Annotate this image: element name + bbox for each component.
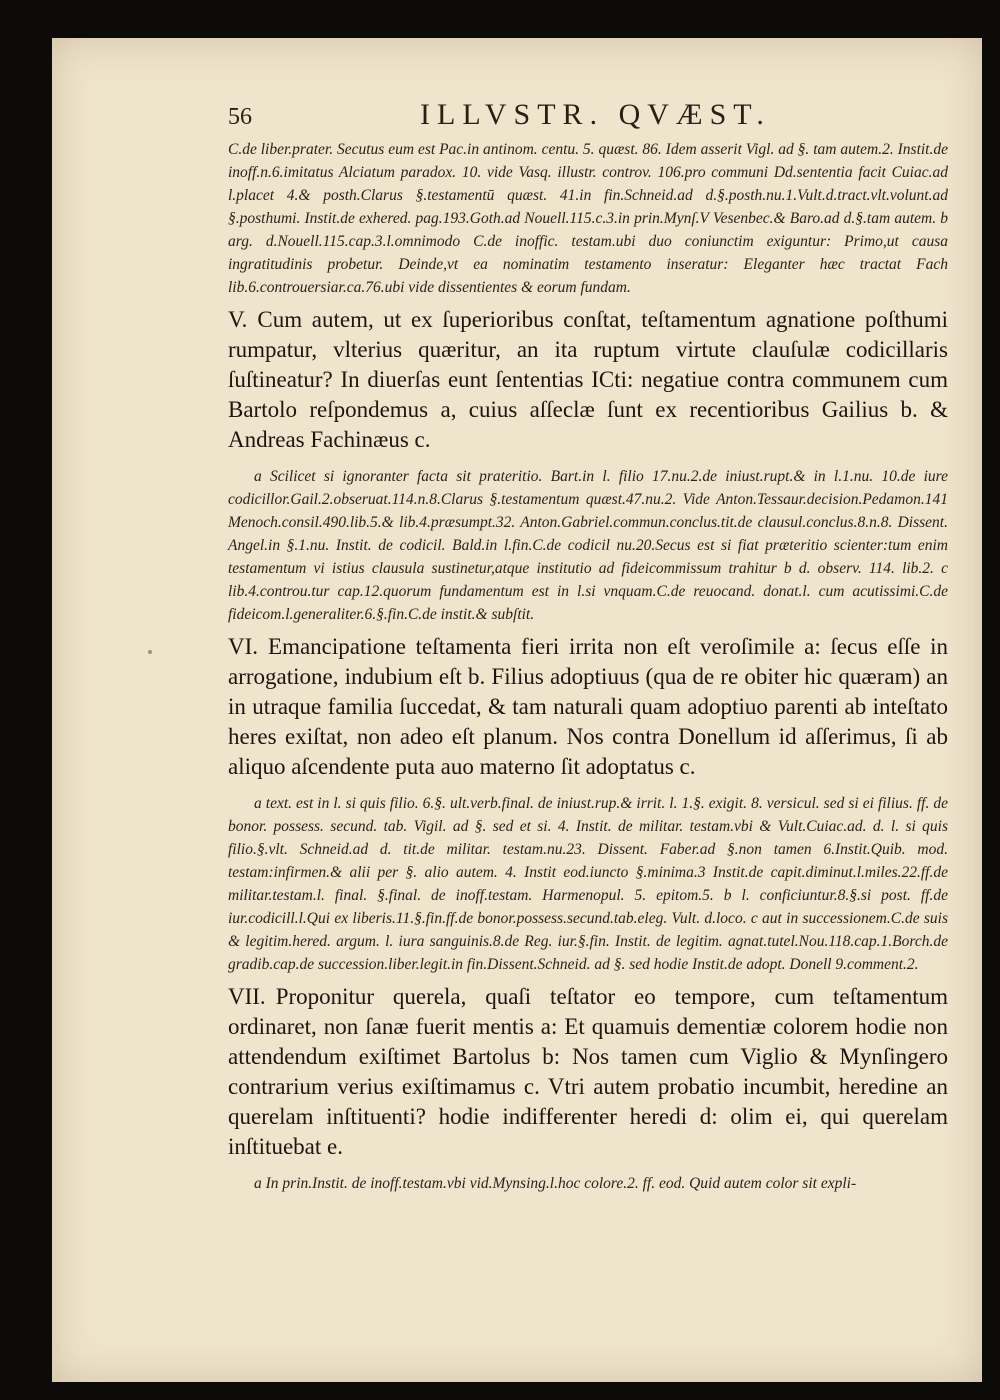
section-number: VI. [228,634,259,659]
section-text: Cum autem, ut ex ſuperioribus conſtat, teſtamentum agnatione poſthumi rumpatur, vlterius quæritur, an ita ruptum virtute clauſulæ codicillaris ſuſtineatur? In diuerſas eunt ſententias ICti: negatiue contra communem cum Bartolo reſpondemus a, cuius aſſeclæ ſunt ex recentioribus Gailius b. & Andreas Fachinæus c. [228,307,948,452]
section-text: Emancipatione teſtamenta fieri irrita non eſt veroſimile a: ſecus eſſe in arrogatione, indubium eſt b. Filius adoptiuus (qua de re obiter hic quæram) an in utraque familia ſuccedat, & tam naturali quam adoptiuo parenti ab inteſtato heres exiſtat, non adeo eſt planum. Nos contra Donellum id aſſerimus, ſi ab aliquo aſcendente puta auo materno ſit adoptatus c. [228,634,948,779]
section-vi-notes: a text. est in l. si quis filio. 6.§. ult.verb.final. de iniust.rup.& irrit. l. 1.§. exigit. 8. versicul. sed si ei filius. ff. de bonor. possess. secund. tab. Vigil. ad §. sed et si. 4. Instit. de militar. testam.vbi & Vult.Cuiac.ad. d. l. si quis filio.§.vlt. Schneid.ad d. tit.de militar. testam.nu.23. Dissent. Faber.ad §.non tamen 6.Instit.Quib. mod. testam:infirmen.& alii per §. alio autem. 4. Instit eod.iuncto §.minima.3 Instit.de capit.diminut.l.miles.22.ff.de militar.testam.l. final. §.final. de inoff.testam. Harmenopul. 5. epitom.5. b l. conficiuntur.8.§.si post. ff.de iur.codicill.l.Qui ex liberis.11.§.fin.ff.de bonor.possess.secund.tab.eleg. Vult. d.loco. c aut in successionem.C.de suis & legitim.hered. argum. l. iura sanguinis.8.de Reg. iur.§.fin. Instit. de legitim. agnat.tutel.Nou.118.cap.1.Borch.de gradib.cap.de succession.liber.legit.in fin.Dissent.Schneid. ad §. sed hodie Instit.de adopt. Donell 9.comment.2. [228,795,948,973]
section-vii-notes: a In prin.Instit. de inoff.testam.vbi vid.Mynsing.l.hoc colore.2. ff. eod. Quid autem color sit expli- [254,1175,857,1192]
page-header [228,96,928,136]
section-number: VII. [228,984,266,1009]
section-text: Proponitur querela, quaſi teſtator eo tempore, cum teſtamentum ordinaret, non ſanæ fuerit mentis a: Et quamuis dementiæ colorem hodie non attendendum exiſtimet Bartolus b: Nos tamen cum Viglio & Mynſingero contrarium verius exiſtimamus c. Vtri autem probatio incumbit, heredine an querelam inſtituenti? hodie indifferenter heredi d: olim ei, qui querelam inſtituebat e. [228,984,948,1159]
section-vi [228,632,948,782]
ink-speck [148,650,152,654]
running-title: ILLVSTR. QVÆST. [420,98,771,131]
section-v [228,305,948,455]
section-number: V. [228,307,248,332]
section-vii [228,982,948,1162]
section-v-notes: a Scilicet si ignoranter facta sit prateritio. Bart.in l. filio 17.nu.2.de iniust.rupt.& in l.1.nu. 10.de iure codicillor.Gail.2.obseruat.114.n.8.Clarus §.testamentum quæst.47.nu.2. Vide Anton.Tessaur.decision.Pedamon.141 Menoch.consil.490.lib.5.& lib.4.præsumpt.32. Anton.Gabriel.commun.conclus.tit.de clausul.conclus.8.n.8. Dissent. Angel.in §.1.nu. Instit. de codicil. Bald.in l.fin.C.de codicil nu.20.Secus est si fiat præteritio scienter:tum enim testamentum vi istius clausula sustinetur,atque institutio ad fideicommissum trahitur b d. observ. 114. lib.2. c lib.4.controu.tur cap.12.quorum fundamentum est in l.si vnquam.C.de reuocand. donat.l. cum acutissimi.C.de fideicom.l.generaliter.6.§.fin.C.de instit.& subſtit. [228,468,948,623]
footnotes-continued: C.de liber.prater. Secutus eum est Pac.in antinom. centu. 5. quæst. 86. Idem asserit Vigl. ad §. tam autem.2. Instit.de inoff.n.6.imitatus Alciatum paradox. 10. vide Vasq. illustr. controv. 106.pro communi Dd.sententia facit Cuiac.ad l.placet 4.& posth.Clarus §.testamentū quæst. 41.in fin.Schneid.ad d.§.posth.nu.1.Vult.d.tract.vlt.volunt.ad §.posthumi. Instit.de exhered. pag.193.Goth.ad Nouell.115.c.3.in prin.Mynſ.V Vesenbec.& Baro.ad d.§.tam autem. b arg. d.Nouell.115.cap.3.l.omnimodo C.de inoffic. testam.ubi duo coniunctim exiguntur: Primo,ut causa ingratitudinis probetur. Deinde,vt ea nominatim testamento inseratur: Eleganter hæc tractat Fach lib.6.controuersiar.ca.76.ubi vide dissentientes & eorum fundam. [228,141,948,296]
page-content [228,138,948,1199]
page-number: 56 [228,104,252,130]
